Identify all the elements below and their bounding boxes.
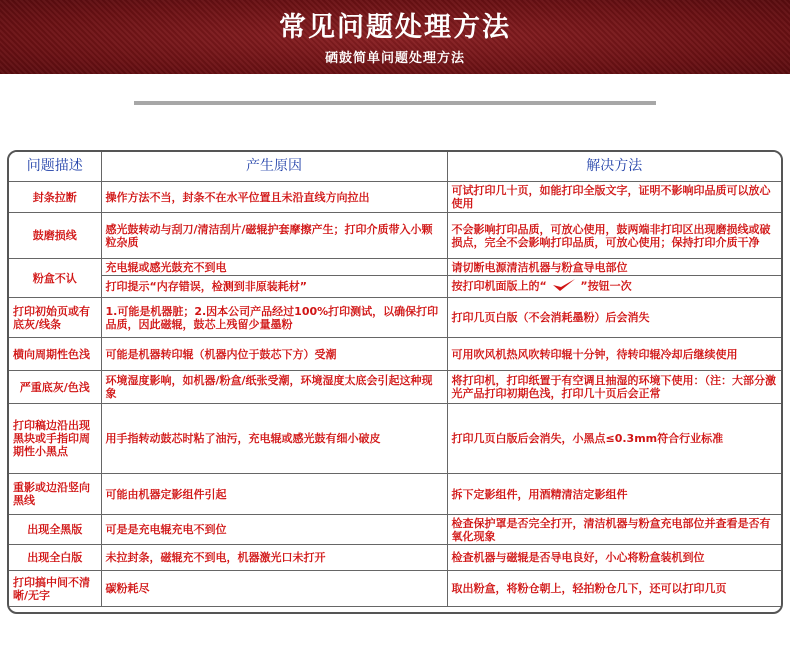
issue-cell: 封条拉断: [9, 182, 101, 213]
solution-cell: 请切断电源清洁机器与粉盒导电部位: [447, 259, 781, 276]
solution-cell: 将打印机，打印纸置于有空调且抽湿的环境下使用：（注：大部分激光产品打印初期色浅，打印几十页后会正常: [447, 371, 781, 404]
solution-cell: 打印几页白版后会消失，小黑点≤0.3mm符合行业标准: [447, 404, 781, 474]
issue-cell: 严重底灰/色浅: [9, 371, 101, 404]
table-row: [9, 259, 781, 276]
table-row: [9, 515, 781, 545]
faq-table-frame: [7, 150, 783, 614]
solution-cell: 拆下定影组件，用酒精清洁定影组件: [447, 474, 781, 515]
table-row: [9, 338, 781, 371]
cause-cell: 充电辊或感光鼓充不到电: [101, 259, 447, 276]
cause-cell: 感光鼓转动与刮刀/清洁刮片/磁辊护套摩擦产生；打印介质带入小颗粒杂质: [101, 213, 447, 259]
issue-cell: 打印初始页或有底灰/线条: [9, 298, 101, 338]
solution-cell: 可用吹风机热风吹转印辊十分钟，待转印辊冷却后继续使用: [447, 338, 781, 371]
header-solution: 解决方法: [447, 152, 781, 182]
header-issue: 问题描述: [9, 152, 101, 182]
table-row: [9, 182, 781, 213]
solution-cell: 检查保护罩是否完全打开，清洁机器与粉盒充电部位并查看是否有氧化现象: [447, 515, 781, 545]
solution-cell: 打印几页白版（不会消耗墨粉）后会消失: [447, 298, 781, 338]
cause-cell: 可能是机器转印辊（机器内位于鼓芯下方）受潮: [101, 338, 447, 371]
cause-cell: 碳粉耗尽: [101, 571, 447, 607]
cause-cell: 打印提示“内存错误，检测到非原装耗材”: [101, 276, 447, 298]
table-row: [9, 571, 781, 607]
cause-cell: 用手指转动鼓芯时粘了油污，充电辊或感光鼓有细小破皮: [101, 404, 447, 474]
table-row: [9, 213, 781, 259]
solution-cell: 可试打印几十页，如能打印全版文字，证明不影响印品质可以放心使用: [447, 182, 781, 213]
page-title: 常见问题处理方法: [279, 12, 511, 43]
table-row: [9, 371, 781, 404]
cause-cell: 操作方法不当，封条不在水平位置且未沿直线方向拉出: [101, 182, 447, 213]
solution-cell: 取出粉盒，将粉仓朝上，轻拍粉仓几下，还可以打印几页: [447, 571, 781, 607]
title-banner: [0, 0, 790, 74]
checkmark-icon: [551, 277, 577, 296]
table-header-row: [9, 152, 781, 182]
table-row: [9, 545, 781, 571]
faq-table: [9, 152, 781, 607]
divider-line: [134, 101, 656, 105]
table-row: [9, 276, 781, 298]
solution-cell: [447, 276, 781, 298]
page-subtitle: 硒鼓简单问题处理方法: [324, 51, 465, 66]
issue-cell: 打印搞中间不清晰/无字: [9, 571, 101, 607]
issue-cell: 横向周期性色浅: [9, 338, 101, 371]
issue-cell: 出现全黑版: [9, 515, 101, 545]
header-cause: 产生原因: [101, 152, 447, 182]
solution-text-after: ”按钮一次: [580, 279, 632, 293]
issue-cell: 重影或边沿竖向黑线: [9, 474, 101, 515]
table-row: [9, 474, 781, 515]
issue-cell: 出现全白版: [9, 545, 101, 571]
cause-cell: 环境湿度影响，如机器/粉盒/纸张受潮，环境湿度太底会引起这种现象: [101, 371, 447, 404]
cause-cell: 未拉封条，磁辊充不到电，机器激光口未打开: [101, 545, 447, 571]
cause-cell: 可是是充电辊充电不到位: [101, 515, 447, 545]
cause-cell: 可能由机器定影组件引起: [101, 474, 447, 515]
issue-cell: 鼓磨损线: [9, 213, 101, 259]
table-row: [9, 298, 781, 338]
issue-cell: 打印稿边沿出现黑块或手指印周期性小黑点: [9, 404, 101, 474]
solution-text-before: 按打印机面版上的“: [451, 279, 547, 293]
issue-cell: 粉盒不认: [9, 259, 101, 298]
solution-cell: 不会影响打印品质，可放心使用，鼓两端非打印区出现磨损线或破损点，完全不会影响打印品质，可放心使用；保持打印介质干净: [447, 213, 781, 259]
table-row: [9, 404, 781, 474]
solution-cell: 检查机器与磁辊是否导电良好，小心将粉盒装机到位: [447, 545, 781, 571]
cause-cell: 1.可能是机器脏；2.因本公司产品经过100%打印测试，以确保打印品质，因此磁辊，鼓芯上残留少量墨粉: [101, 298, 447, 338]
